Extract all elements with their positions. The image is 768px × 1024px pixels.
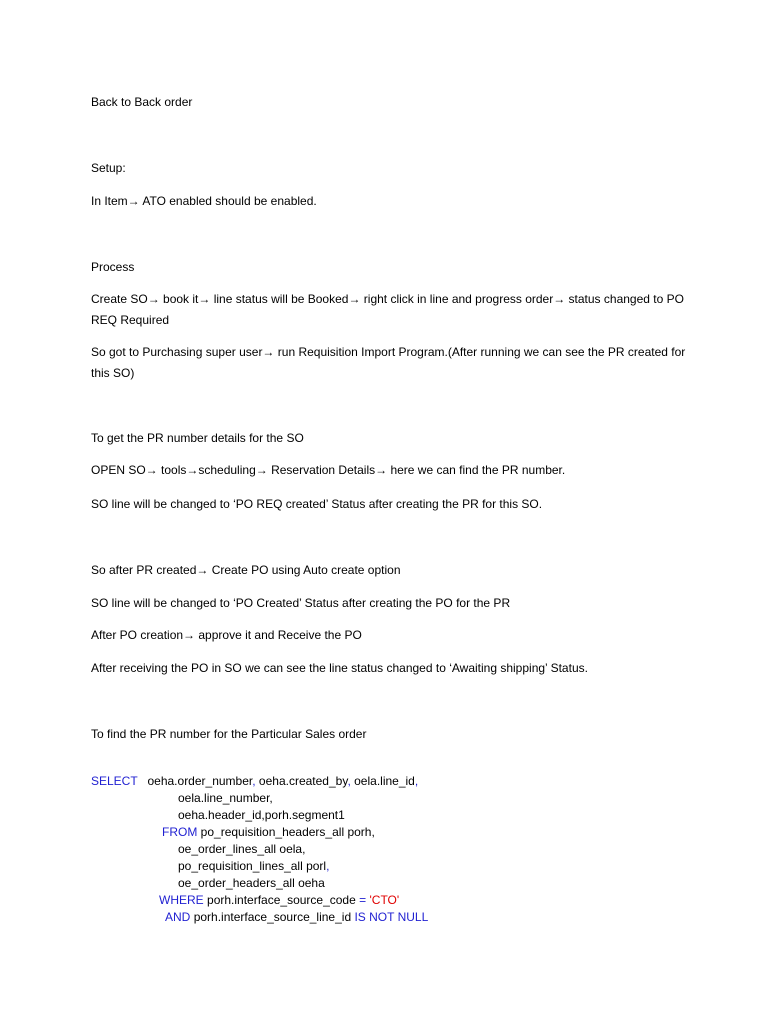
sql-and-keyword: AND — [165, 910, 191, 924]
find-heading: To find the PR number for the Particular Sales order — [91, 727, 367, 741]
po-paragraph-1: So after PR created→ Create PO using Auto create option — [91, 563, 401, 577]
sql-line-1: SELECT oeha.order_number, oeha.created_by, oela.line_id, — [91, 774, 419, 788]
sql-where-keyword: WHERE — [159, 893, 204, 907]
process-paragraph-1: Create SO→ book it→ line status will be Booked→ right click in line and progress order→ status changed to PO REQ Required — [91, 292, 684, 327]
setup-heading: Setup: — [91, 161, 126, 175]
sql-line-5: oe_order_lines_all oela, — [178, 842, 306, 856]
pr-paragraph-2: SO line will be changed to ‘PO REQ created’ Status after creating the PR for this SO. — [91, 497, 543, 511]
setup-line: In Item→ ATO enabled should be enabled. — [91, 194, 317, 208]
sql-select-keyword: SELECT — [91, 774, 138, 788]
sql-line-7: oe_order_headers_all oeha — [178, 876, 325, 890]
sql-line-4: FROM po_requisition_headers_all porh, — [162, 825, 375, 839]
sql-line-3: oeha.header_id,porh.segment1 — [178, 808, 345, 822]
po-paragraph-2: SO line will be changed to ‘PO Created’ Status after creating the PO for the PR — [91, 596, 511, 610]
sql-code-block — [91, 773, 711, 933]
sql-from-keyword: FROM — [162, 825, 198, 839]
sql-line-6: po_requisition_lines_all porl, — [178, 859, 330, 873]
po-paragraph-3: After PO creation→ approve it and Receive the PO — [91, 628, 362, 642]
po-paragraph-4: After receiving the PO in SO we can see the line status changed to ‘Awaiting shipping’ Status. — [91, 661, 588, 675]
pr-heading: To get the PR number details for the SO — [91, 431, 304, 445]
sql-string-literal: 'CTO' — [369, 893, 400, 907]
process-heading: Process — [91, 260, 135, 274]
sql-line-2: oela.line_number, — [178, 791, 273, 805]
pr-paragraph-1: OPEN SO→ tools→scheduling→ Reservation Details→ here we can find the PR number. — [91, 463, 566, 477]
sql-is-not-null-keyword: IS NOT NULL — [354, 910, 429, 924]
sql-line-8: WHERE porh.interface_source_code = 'CTO' — [159, 893, 400, 907]
process-paragraph-2: So got to Purchasing super user→ run Requisition Import Program.(After running we can see the PR created for this SO) — [91, 345, 686, 380]
sql-line-9: AND porh.interface_source_line_id IS NOT NULL — [165, 910, 429, 924]
document-title: Back to Back order — [91, 95, 193, 109]
